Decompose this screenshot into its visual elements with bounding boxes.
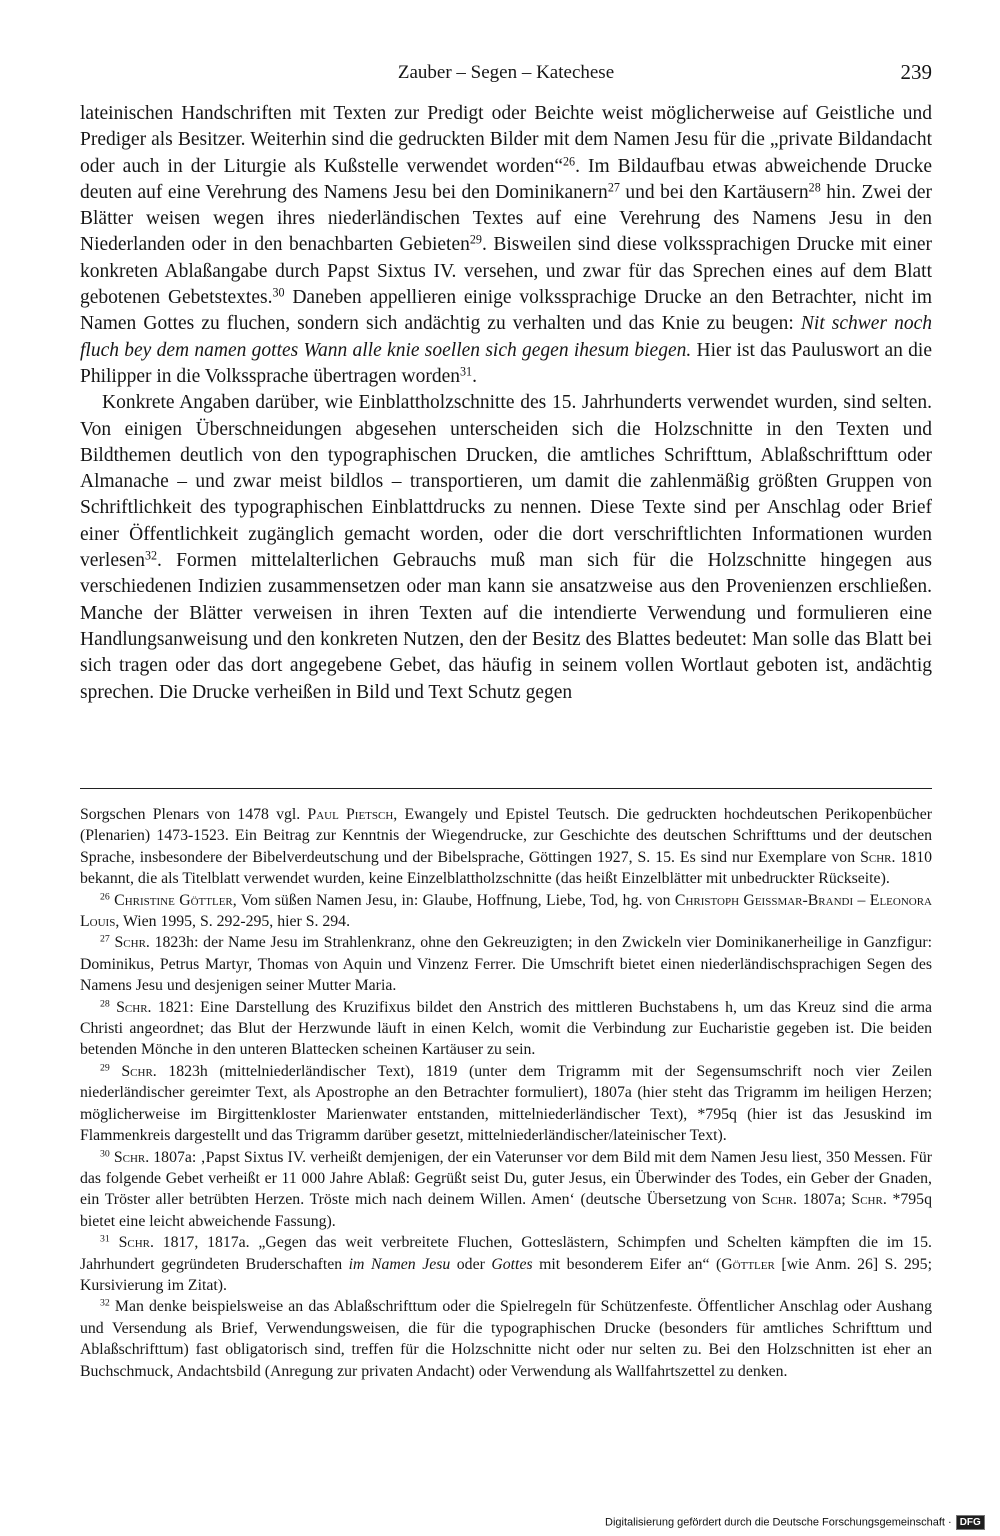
digitization-credit: [605, 1515, 985, 1531]
text-run: und bei den Kartäusern: [619, 181, 809, 203]
footnote-number: 29: [100, 1062, 110, 1074]
footnote-number: 26: [100, 891, 110, 903]
text-run: Konkrete Angaben darüber, wie Einblattholzschnitte des 15. Jahrhunderts verwendet wurden, sind selten. Von einigen Überschneidungen abgesehen unterscheiden sich die Holzschnitte in den Texten und Bildthemen deutlich von den typographischen Drucken, die amtliches Schrifttum, Ablaßschrifttum oder Almanache – und zwar meist bildlos – transportieren, um damit die zahlenmäßig größten Gruppen von Schriftlichkeit des typographischen Einblattdrucks zu nennen. Diese Texte sind per Anschlag oder Brief einer Öffentlichkeit zugänglich gemacht worden, oder die dort verschriftlichten Informationen wurden verlesen: [80, 392, 932, 572]
text-run: 1807a: ‚Papst Sixtus IV. verheißt demjenigen, der ein Vaterunser vor dem Bild mit dem Namen Jesu liest, 350 Messen. Für das folgende Gebet verheißt er 11 000 Jahre Ablaß: Gegrüßt seist Du, guter Jesus, ein Überwinder des Todes, ein Geber der Gnaden, ein Tröster aller betrübten Herzen. Tröste mich nach deinem Willen. Amen‘ (deutsche Übersetzung von: [80, 1148, 932, 1209]
footnote-ref-30[interactable]: 30: [272, 285, 285, 300]
running-head: [80, 62, 932, 88]
italic-quote: Nit schwer noch fluch bey dem namen gottes Wann alle knie soellen sich gegen ihesum biegen.: [80, 313, 933, 361]
author-name: Göttler: [721, 1255, 775, 1273]
text-run: 1817, 1817a. „Gegen das weit verbreitete Fluchen, Gotteslästern, Schimpfen und Schelten kämpften die im 15. Jahrhundert gegründeten Bruderschaften: [80, 1234, 932, 1273]
footnote-separator: [80, 788, 932, 789]
author-name: Paul Pietsch: [307, 806, 394, 823]
paragraph-2: [80, 390, 932, 706]
text-run: , Wien 1995, S. 292-295, hier S. 294.: [115, 913, 351, 931]
editor-names: Christoph Geissmar-Brandi – Eleonora Louis: [80, 891, 932, 931]
paragraph-1: [80, 101, 932, 390]
text-run: lateinischen Handschriften mit Texten zur Predigt oder Beichte weist möglicherweise auf Geistliche und Prediger als Besitzer. Weiterhin sind die gedruckten Bilder mit dem Namen Jesu für die „private Bildandacht oder auch in der Liturgie als Kußstelle verwendet worden“: [80, 103, 932, 177]
text-run: *795q bietet eine leicht abweichende Fassung).: [80, 1191, 932, 1230]
footnote-28: [80, 997, 932, 1061]
footnote-27: [80, 932, 932, 996]
abbreviation: Schr.: [118, 1234, 154, 1252]
text-run: . Im Bildaufbau etwas abweichende Drucke deuten auf eine Verehrung des Namens Jesu bei den Dominikanern: [80, 155, 932, 203]
text-run: , Vom süßen Namen Jesu, in: Glaube, Hoffnung, Liebe, Tod, hg. von: [232, 891, 675, 909]
page-number: 239: [900, 60, 932, 84]
text-run: Sorgschen Plenars von 1478 vgl.: [80, 806, 308, 823]
abbreviation: Schr.: [121, 1062, 157, 1080]
text-run: . Formen mittelalterlichen Gebrauchs muß man sich für die Holzschnitte hingegen aus verschiedenen Indizien zusammensetzen oder man kann sie ansatzweise aus den Provenienzen erschließen. Manche der Blätter verweisen in ihren Texten auf die intendierte Verwendung und formulieren eine Handlungsanweisung und den konkreten Nutzen, den der Besitz des Blattes bedeutet: Man solle das Blatt bei sich tragen oder das dort angegebene Gebet, das häufig in seinem vollen Wortlaut geboten ist, andächtig sprechen. Die Drucke verheißen in Bild und Text Schutz gegen: [80, 550, 932, 703]
text-run: , Ewangely und Epistel Teutsch. Die gedruckten hochdeutschen Perikopenbücher (Plenarien) 1473-1523. Ein Beitrag zur Kenntnis der Wiegendrucke, zur Geschichte des deutschen Schrifttums und der deutschen Sprache, insbesondere der Bibelverdeutschung und der Bibelsprache, Göttingen 1927, S. 15. Es sind nur Exemplare von: [80, 806, 932, 866]
footnotes: [80, 804, 932, 1382]
footnote-ref-26[interactable]: 26: [563, 153, 576, 168]
author-name: Christine Göttler: [114, 891, 233, 909]
text-run: . Bisweilen sind diese volkssprachigen Drucke mit einer konkreten Ablaßangabe durch Papst Sixtus IV. versehen, und zwar für das Sprechen eines auf dem Blatt gebotenen Gebetstextes.: [80, 234, 932, 309]
text-run: Hier ist das Pauluswort an die Philipper in die Volkssprache übertragen worden: [80, 339, 933, 387]
footnote-30: [80, 1147, 932, 1233]
abbreviation: Schr.: [851, 1191, 887, 1209]
footnote-ref-27[interactable]: 27: [607, 180, 620, 195]
footnote-ref-32[interactable]: 32: [144, 548, 158, 563]
text-run: .: [472, 365, 477, 387]
abbreviation: Schr.: [116, 998, 152, 1016]
footnote-continuation: [80, 804, 932, 890]
text-run: mit besonderem Eifer an“ (: [532, 1255, 722, 1273]
footnote-number: 30: [100, 1148, 110, 1160]
text-run: [wie Anm. 26] S. 295; Kursivierung im Zitat).: [80, 1255, 932, 1294]
footnote-number: 28: [100, 998, 110, 1010]
text-run: Man denke beispielsweise an das Ablaßschrifttum oder die Spielregeln für Schützenfeste. Öffentlicher Anschlag oder Aushang und Versendung als Brief, Verwendungsweisen, die für die typographischen Drucke (besonders für amtliches Schrifttum und Ablaßschrifttum) fast obligatorisch sind, treffen für die Holzschnitte nicht oder nur selten zu. Bei den Holzschnitten ist eher an Buchschmuck, Andachtsbild (Anregung zur privaten Andacht) oder Verwendung als Wallfahrtszettel zu denken.: [80, 1298, 932, 1380]
footnote-29: [80, 1061, 932, 1147]
credit-text: Digitalisierung gefördert durch die Deutsche Forschungsgemeinschaft ·: [605, 1516, 952, 1529]
text-run: oder: [450, 1255, 492, 1273]
abbreviation: Schr.: [113, 1148, 150, 1166]
footnote-ref-31[interactable]: 31: [459, 364, 473, 379]
footnote-26: [80, 890, 932, 933]
italic-text: im Namen Jesu: [348, 1255, 451, 1273]
dfg-logo: DFG: [956, 1515, 985, 1530]
text-run: hin. Zwei der Blätter weisen wegen ihres niederländischen Textes auf eine Verehrung des Namens Jesu in den Niederlanden oder in den benachbarten Gebieten: [80, 181, 932, 256]
footnote-number: 32: [100, 1297, 110, 1309]
text-run: 1823h: der Name Jesu im Strahlenkranz, ohne den Gekreuzigten; in den Zwickeln vier Dominikanerheilige in Ganzfigur: Dominikus, Petrus Martyr, Thomas von Aquin und Vinzenz Ferrer. Die Umschrift bietet einen niederländischsprachigen Segen des Namens Jesu und desjenigen seiner Mutter Maria.: [80, 934, 932, 995]
text-run: Daneben appellieren einige volkssprachige Drucke an den Betrachter, nicht im Namen Gottes zu fluchen, sondern sich andächtig zu verhalten und das Knie zu beugen:: [80, 287, 932, 335]
text-run: 1807a;: [797, 1191, 852, 1209]
text-run: 1821: Eine Darstellung des Kruzifixus bildet den Anstrich des mittleren Buchstabens h, um das Kreuz sind die arma Christi angeordnet; das Blut der Herzwunde läuft in einen Kelch, womit die Verbindung zur Eucharistie gegeben ist. Die beiden betenden Mönche in den unteren Blattecken scheinen Kartäuser zu sein.: [80, 998, 932, 1059]
footnote-number: 27: [100, 934, 110, 946]
abbreviation: Schr.: [860, 848, 896, 866]
abbreviation: Schr.: [114, 934, 150, 952]
text-run: 1810 bekannt, die als Titelblatt verwendet wurden, keine Einzelblattholzschnitte (das heißt Einzelblätter mit unbedruckter Rückseite).: [80, 848, 932, 888]
footnote-31: [80, 1232, 932, 1296]
main-text: [80, 101, 932, 706]
text-run: 1823h (mittelniederländischer Text), 1819 (unter dem Trigramm mit der Segensumschrift noch vier Zeilen niederländischer gereimter Text, als Apostrophe an den Betrachter formuliert), 1807a (hier steht das Trigramm im heiligen Herzen; möglicherweise im Birgittenkloster Marienwater entstanden, mittelniederländischer Text), *795q (hier ist das Jesuskind im Flammenkreis dargestellt und das Trigramm darüber gesetzt, mittelniederländischer/lateinischer Text).: [80, 1062, 932, 1145]
footnote-32: [80, 1296, 932, 1382]
italic-text: Gottes: [491, 1255, 533, 1273]
abbreviation: Schr.: [761, 1191, 798, 1209]
footnote-ref-28[interactable]: 28: [808, 180, 821, 195]
footnote-ref-29[interactable]: 29: [469, 232, 482, 247]
footnote-number: 31: [100, 1233, 110, 1245]
running-title: Zauber – Segen – Katechese: [397, 62, 615, 83]
